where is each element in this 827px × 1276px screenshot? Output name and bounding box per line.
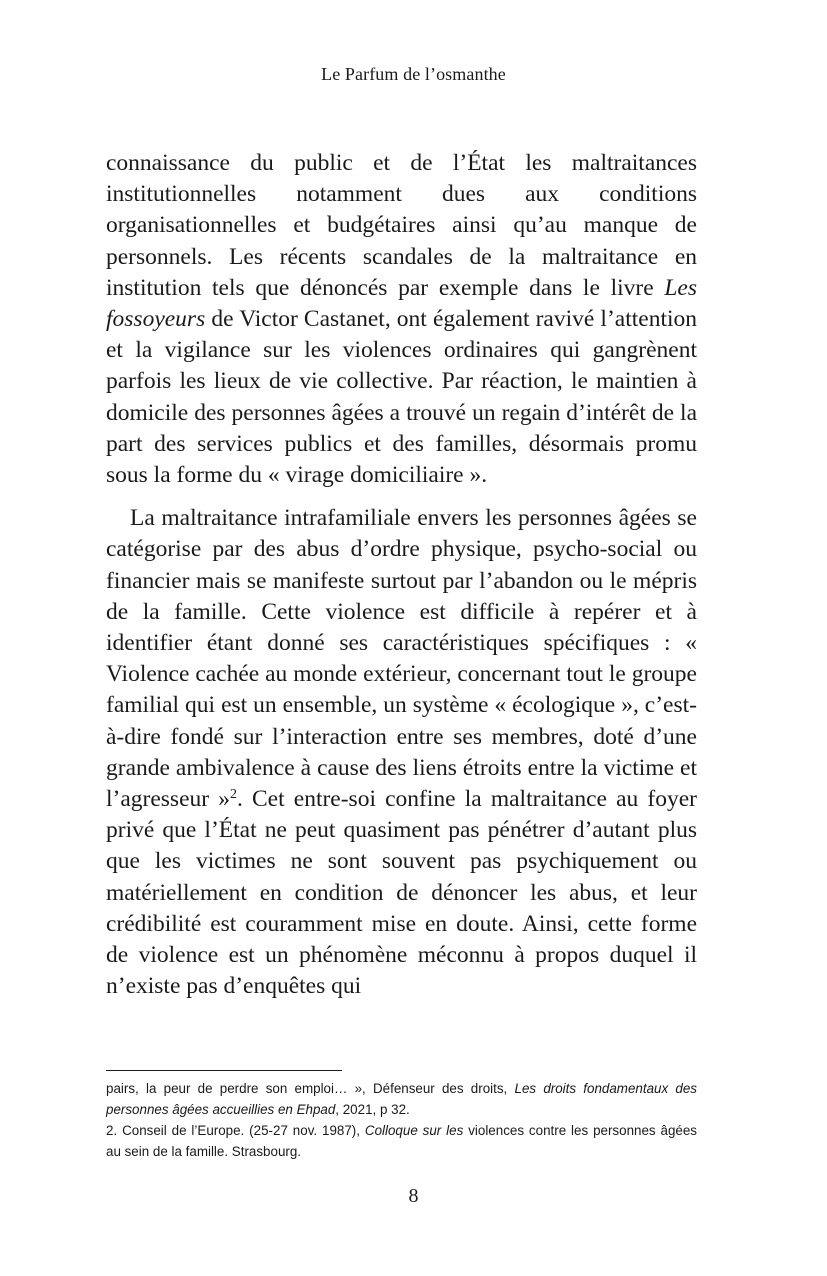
page-number: 8 (408, 1185, 419, 1207)
paragraph-2-text-a: La maltraitance intrafamiliale envers les personnes âgées se catégorise par des abus d’ordre physique, psycho-social ou financier mais se manifeste surtout par l’abandon ou le mépris de la famille. Cette violence est difficile à repérer et à identifier étant donné ses caractéristiques spécifiques : « Violence cachée au monde extérieur, concernant tout le groupe familial qui est un ensemble, un système « écologique », c’est-à-dire fondé sur l’interaction entre ses membres, doté d’une grande ambivalence à cause des liens étroits entre la victime et l’agresseur » (106, 505, 697, 813)
footnote-2 (106, 1120, 697, 1162)
footnote-1-text-b: , 2021, p 32. (335, 1102, 410, 1117)
running-title: Le Parfum de l’osmanthe (321, 64, 506, 84)
book-title: Les fossoyeurs (106, 274, 697, 333)
paragraph-1-text-b: de Victor Castanet, ont également ravivé l’attention et la vigilance sur les violences ordinaires qui gangrènent parfois les lieux de vie collective. Par réaction, le maintien à domicile des personnes âgées a trouvé un regain d’intérêt de la part des services publics et des familles, désormais promu sous la forme du « virage domiciliaire ». (106, 306, 697, 489)
footnote-1-continued (106, 1078, 697, 1120)
footnote-1-text-a: pairs, la peur de perdre son emploi… », Défenseur des droits, (106, 1081, 515, 1096)
footnote-separator (106, 1070, 342, 1071)
paragraph-1 (106, 148, 697, 491)
footnote-1-title: Les droits fondamentaux des personnes âgées accueillies en Ehpad (106, 1081, 697, 1117)
footnote-ref-2[interactable]: 2 (229, 787, 237, 803)
paragraph-1-text-a: connaissance du public et de l’État les maltraitances institutionnelles notamment dues aux conditions organisationnelles et budgétaires ainsi qu’au manque de personnels. Les récents scandales de la maltraitance en institution tels que dénoncés par exemple dans le livre (106, 150, 697, 301)
body-text (106, 148, 697, 1002)
footnotes (106, 1078, 697, 1162)
footnote-2-text-a: 2. Conseil de l’Europe. (25-27 nov. 1987), (106, 1123, 365, 1138)
paragraph-2 (106, 503, 697, 1002)
paragraph-2-text-b: . Cet entre-soi confine la maltraitance au foyer privé que l’État ne peut quasiment pas pénétrer d’autant plus que les victimes ne sont souvent pas psychiquement ou matériellement en condition de dénoncer les abus, et leur crédibilité est couramment mise en doute. Ainsi, cette forme de violence est un phénomène méconnu à propos duquel il n’existe pas d’enquêtes qui (106, 786, 697, 1000)
footnote-2-title: Colloque sur les (364, 1123, 464, 1138)
footnote-2-text-b: violences contre les personnes âgées au sein de la famille. Strasbourg. (106, 1123, 697, 1159)
